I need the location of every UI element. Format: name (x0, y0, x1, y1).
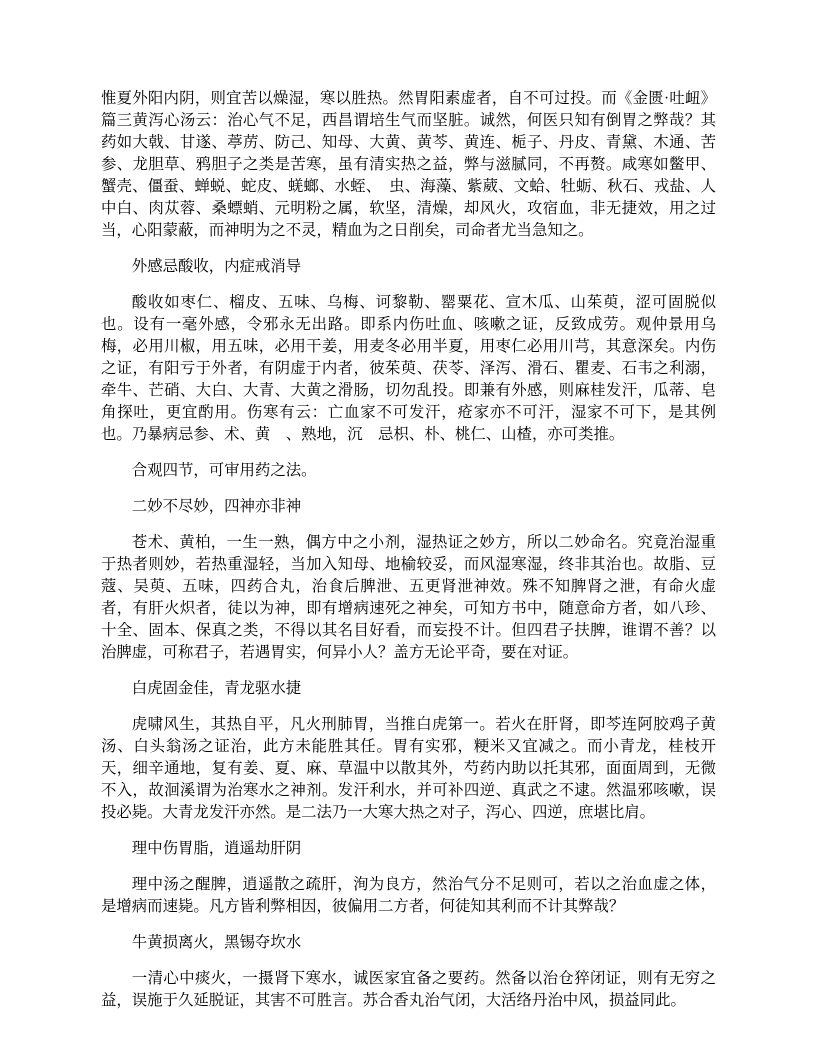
body-paragraph: 苍术、黄柏，一生一熟，偶方中之小剂，湿热证之妙方，所以二妙命名。究竟治湿重于热者则妙，若热重湿轻，当加入知母、地榆较妥，而风湿寒湿，终非其治也。故脂、豆蔻、吴萸、五味，四药合丸，治食后脾泄、五更肾泄神效。殊不知脾肾之泄，有命火虚者，有肝火炽者，徒以为神，即有增病速死之神矣，可知方书中，随意命方者，如八珍、十全、固本、保真之类，不得以其名目好看，而妄投不计。但四君子扶脾，谁谓不善？以治脾虚，可称君子，若遇胃实，何异小人？盖方无论平奇，要在对证。 (101, 534, 716, 661)
document-body (101, 88, 716, 1012)
body-paragraph: 惟夏外阳内阴，则宜苦以燥湿，寒以胜热。然胃阳素虚者，自不可过投。而《金匮·吐衄》篇三黄泻心汤云：治心气不足，西昌谓培生气而坚脏。诚然，何医只知有倒胃之弊哉？其药如大戟、甘遂、葶苈、防己、知母、大黄、黄芩、黄连、栀子、丹皮、青黛、木通、苦参、龙胆草、鸦胆子之类是苦寒，虽有清实热之益，弊与滋腻同，不再赘。咸寒如鳖甲、蟹壳、僵蚕、蝉蜕、蛇皮、蜣螂、水蛭、 虫、海藻、紫葳、文蛤、牡蛎、秋石、戎盐、人中白、肉苁蓉、桑螵蛸、元明粉之属，软坚，清燥，却风火，攻宿血，非无捷效，用之过当，心阳蒙蔽，而神明为之不灵，精血为之日削矣，司命者尤当急知之。 (101, 90, 716, 239)
section-heading: 二妙不尽妙，四神亦非神 (131, 498, 302, 515)
body-paragraph: 理中汤之醒脾，逍遥散之疏肝，洵为良方，然治气分不足则可，若以之治血虚之体，是增病而速毙。凡方皆利弊相因，彼偏用二方者，何徒知其利而不计其弊哉？ (101, 876, 716, 915)
section-heading: 理中伤胃脂，逍遥劫肝阴 (131, 840, 302, 857)
body-paragraph: 酸收如枣仁、榴皮、五味、乌梅、诃黎勒、罂粟花、宣木瓜、山茱萸，涩可固脱似也。设有一毫外感，令邪永无出路。即系内伤吐血、咳嗽之证，反致成劳。观仲景用乌梅，必用川椒，用五味，必用干姜，用麦冬必用半夏，用枣仁必用川芎，其意深矣。内伤之证，有阳亏于外者，有阴虚于内者，彼茱萸、茯苓、泽泻、滑石、瞿麦、石韦之利溺，牵牛、芒硝、大白、大青、大黄之滑肠，切勿乱投。即兼有外感，则麻桂发汗，瓜蒂、皂角探吐，更宜酌用。伤寒有云：亡血家不可发汗，疮家亦不可汗，湿家不可下，是其例也。乃暴病忌参、术、黄 、熟地，沉 忌枳、朴、桃仁、山楂，亦可类推。 (101, 294, 716, 443)
body-paragraph: 虎啸风生，其热自平，凡火刑肺胃，当推白虎第一。若火在肝肾，即芩连阿胶鸡子黄汤、白头翁汤之证治，此方未能胜其任。胃有实邪，粳米又宜减之。而小青龙，桂枝开天，细辛通地，复有姜、夏、麻、草温中以散其外，芍药内助以托其邪，面面周到，无微不入，故洄溪谓为治寒水之神剂。发汗利水，并可补四逆、真武之不逮。然温邪咳嗽，误投必毙。大青龙发汗亦然。是二法乃一大寒大热之对子，泻心、四逆，庶堪比肩。 (101, 716, 716, 821)
section-note: 合观四节，可审用药之法。 (131, 462, 317, 479)
section-heading: 白虎固金佳，青龙驱水捷 (131, 680, 302, 697)
section-heading: 外感忌酸收，内症戒消导 (131, 258, 302, 275)
section-heading: 牛黄损离火，黑锡夺坎水 (131, 934, 302, 951)
body-paragraph: 一清心中痰火，一摄肾下寒水，诚医家宜备之要药。然备以治仓猝闭证，则有无穷之益，误施于久延脱证，其害不可胜言。苏合香丸治气闭，大活络丹治中风，损益同此。 (101, 970, 716, 1009)
